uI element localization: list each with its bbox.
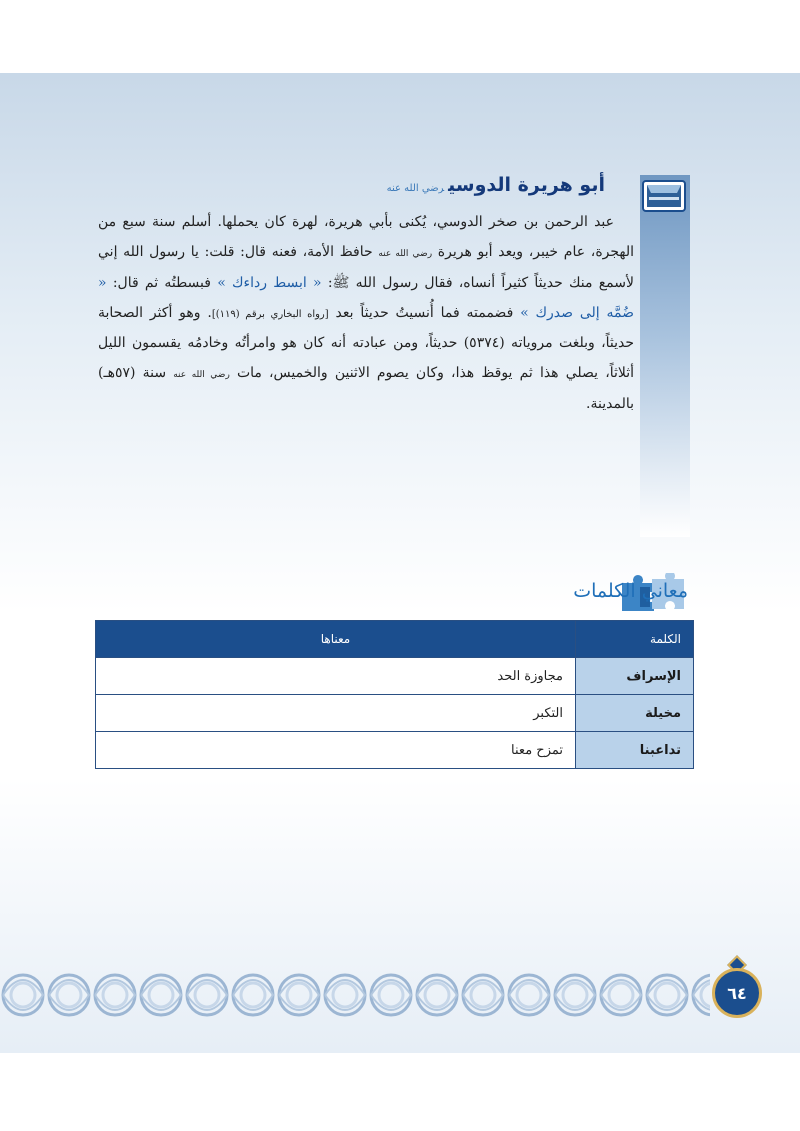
hadith-quote: « ضُمَّه إلى صدرك »: [98, 275, 635, 321]
vocab-word: مخيلة: [576, 695, 694, 732]
header-meaning: معناها: [96, 621, 576, 658]
bio-paragraph: حافظ الأمة، فعنه قال: قلت: يا رسول الله إني لأسمع منك حديثاً كثيراً أنساه، فقال رسول الله ﷺ:: [98, 243, 634, 291]
biography-text: [98, 208, 634, 420]
decorative-border-ornament: [0, 960, 710, 1030]
header-word: الكلمة: [576, 621, 694, 658]
table-row: [96, 658, 694, 695]
biography-title-text: أبو هريرة الدوسي: [448, 174, 605, 196]
vocab-section-title: معاني الكلمات: [573, 580, 688, 602]
bio-paragraph: فضممته فما أُنسيتُ حديثاً بعد: [335, 304, 514, 321]
hadith-quote: « ابسط رداءك »: [217, 275, 322, 291]
honorific: رضي الله عنه: [386, 183, 445, 194]
biography-title: [387, 174, 605, 196]
page-number: ٦٤: [712, 968, 762, 1018]
vocab-meaning: مجاوزة الحد: [96, 658, 576, 695]
table-row: [96, 695, 694, 732]
bio-paragraph: عبد الرحمن بن صخر الدوسي، يُكنى بأبي هريرة، لهرة كان يحملها. أسلم سنة سبع من الهجرة، عام خيبر، ويعد أبو هريرة: [98, 214, 635, 260]
bio-paragraph: سنة (٥٧هـ) بالمدينة.: [98, 364, 634, 412]
honorific: رضي الله عنه: [378, 248, 433, 259]
vocab-word: تداعبنا: [576, 732, 694, 769]
side-accent-strip: [640, 175, 690, 537]
book-icon: [641, 173, 687, 219]
vocab-word: الإسراف: [576, 658, 694, 695]
table-header-row: [96, 621, 694, 658]
vocab-table: [95, 620, 694, 769]
bio-paragraph: . وهو أكثر الصحابة حديثاً، وبلغت مروياته (٥٣٧٤) حديثاً، ومن عبادته أنه كان هو وامرأتُه وخادمُه يقسمون الليل أثلاثاً، يصلي هذا ثم يوقظ هذا، وكان يصوم الاثنين والخميس، مات: [98, 304, 635, 381]
vocab-meaning: التكبر: [96, 695, 576, 732]
hadith-reference: [رواه البخاري برقم (١١٩)]: [211, 308, 329, 320]
vocab-meaning: تمزح معنا: [96, 732, 576, 769]
honorific: رضي الله عنه: [173, 369, 230, 380]
table-row: [96, 732, 694, 769]
bio-paragraph: فبسطتُه ثم قال:: [112, 275, 211, 291]
